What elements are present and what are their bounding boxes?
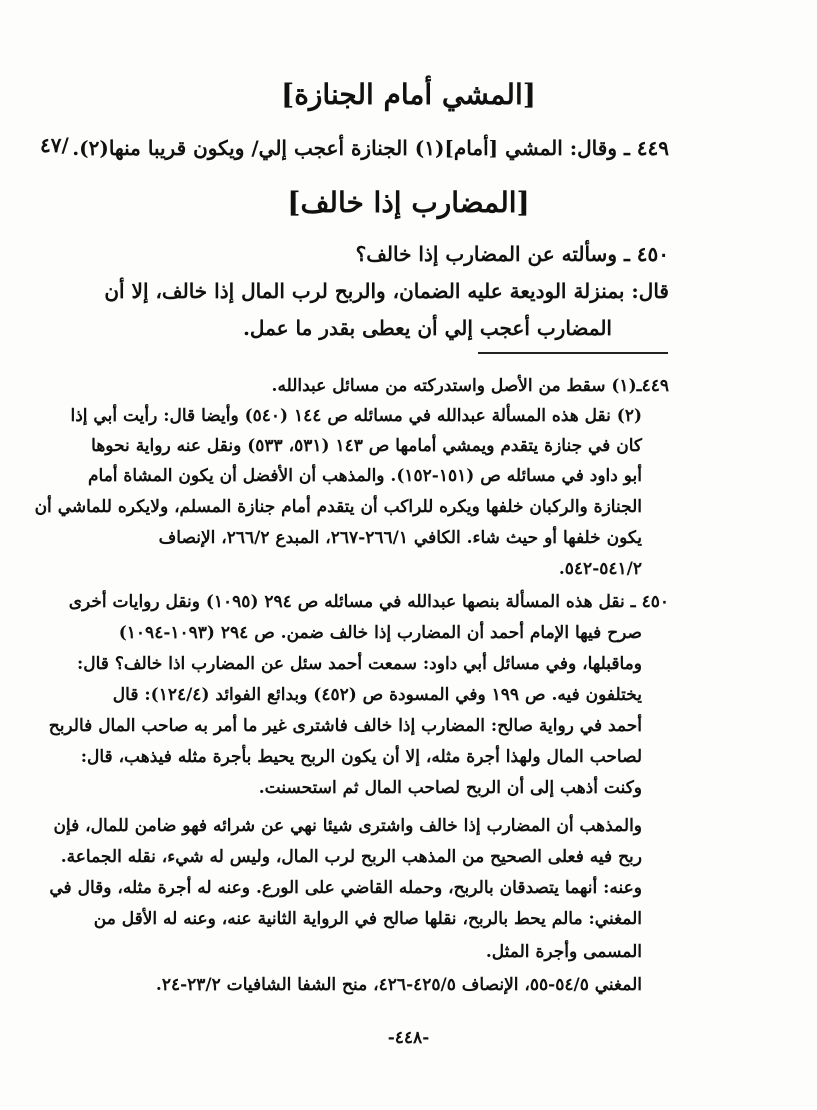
footnote-line: يختلفون فيه. ص ١٩٩ وفي المسودة ص (٤٥٢) وبدائع الفوائد (١٢٤/٤): قال (112, 685, 642, 705)
footnote-line: (٢) نقل هذه المسألة عبدالله في مسائله ص ١٤٤ (٥٤٠) وأيضا قال: رأيت أبي إذا (70, 406, 642, 426)
footnote-line: ٤٥٠ ـ نقل هذه المسألة بنصها عبدالله في مسائله ص ٢٩٤ (١٠٩٥) ونقل روايات أخرى (68, 592, 669, 612)
footnote-line: ٥٤١/٢-٥٤٢. (558, 559, 642, 579)
footnote-line: والمذهب أن المضارب إذا خالف واشترى شيئا نهي عن شرائه فهو ضامن للمال، فإن (53, 816, 642, 836)
section-heading-walking-before-funeral: [المشي أمام الجنازة] (280, 78, 536, 111)
entry-450-question: ٤٥٠ ـ وسألته عن المضارب إذا خالف؟ (355, 242, 669, 266)
footnote-line: ٤٤٩ـ(١) سقط من الأصل واستدركته من مسائل عبدالله. (271, 376, 669, 396)
footnote-line: المغني: مالم يحط بالربح، نقلها صالح في الرواية الثانية عنه، وعنه له الأقل من (93, 909, 642, 929)
entry-449: ٤٤٩ ـ وقال: المشي [أمام](١) الجنازة أعجب إلي/ ويكون قريبا منها(٢). (72, 136, 669, 160)
footnote-line: أحمد في رواية صالح: المضارب إذا خالف فاشترى غير ما أمر به صاحب المال فالربح (48, 716, 642, 736)
footnote-line: الجنازة والركبان خلفها ويكره للراكب أن يتقدم أمام جنازة المسلم، ولايكره للماشي أن (34, 497, 642, 517)
footnote-line: صرح فيها الإمام أحمد أن المضارب إذا خالف ضمن. ص ٢٩٤ (١٠٩٣-١٠٩٤) (118, 623, 642, 643)
footnote-line: ربح فيه فعلى الصحيح من المذهب الربح لرب المال، وليس له شيء، نقله الجماعة. (60, 847, 642, 867)
footnote-line: أبو داود في مسائله ص (١٥١-١٥٢). والمذهب أن الأفضل أن يكون المشاة أمام (87, 466, 642, 486)
footnote-line: يكون خلفها أو حيث شاء. الكافي ٢٦٦/١-٢٦٧، المبدع ٢٦٦/٢، الإنصاف (158, 528, 642, 548)
page-number: -٤٤٨- (387, 1028, 430, 1048)
entry-450-answer-line-1: قال: بمنزلة الوديعة عليه الضمان، والربح لرب المال إذا خالف، إلا أن (104, 279, 669, 303)
footnote-line: المسمى وأجرة المثل. (485, 942, 642, 962)
footnote-separator (478, 352, 668, 354)
footnote-line: وكنت أذهب إلى أن الربح لصاحب المال ثم استحسنت. (258, 778, 642, 798)
footnote-line: لصاحب المال ولهذا أجرة مثله، إلا أن يكون الربح يحيط بأجرة مثله فيذهب، قال: (80, 747, 642, 767)
margin-page-marker: /٤٧ (40, 133, 69, 157)
footnote-line: وعنه: أنهما يتصدقان بالربح، وحمله القاضي على الورع. وعنه له أجرة مثله، وقال في (49, 878, 642, 898)
footnote-line: وماقبلها، وفي مسائل أبي داود: سمعت أحمد سئل عن المضارب اذا خالف؟ قال: (76, 654, 642, 674)
entry-450-answer-line-2: المضارب أعجب إلي أن يعطى بقدر ما عمل. (242, 316, 612, 340)
section-heading-investor-violates: [المضارب إذا خالف] (287, 186, 530, 219)
footnote-line: المغني ٥٤/٥-٥٥، الإنصاف ٤٢٥/٥-٤٢٦، منح الشفا الشافيات ٢٣/٢-٢٤. (155, 975, 642, 995)
footnote-line: كان في جنازة يتقدم ويمشي أمامها ص ١٤٣ (٥٣١، ٥٣٣) ونقل عنه رواية نحوها (91, 436, 642, 456)
